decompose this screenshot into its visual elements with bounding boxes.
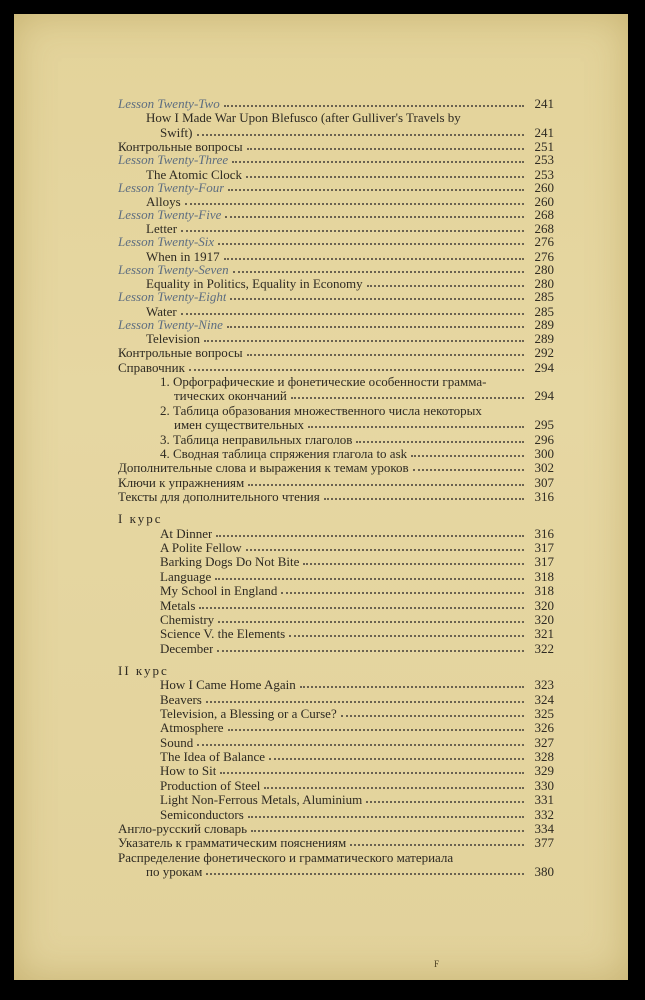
- dot-leader: [341, 715, 524, 717]
- dot-leader: [199, 607, 524, 609]
- dot-leader: [308, 426, 524, 428]
- toc-entry-page: 260: [534, 193, 554, 209]
- toc-entry-title: Тексты для дополнительного чтения: [118, 490, 320, 505]
- toc-entry: [118, 461, 554, 475]
- toc-entry: [118, 111, 554, 125]
- toc-entry-page: 296: [534, 431, 554, 447]
- dot-leader: [228, 189, 524, 191]
- toc-entry-title: Production of Steel: [160, 778, 261, 793]
- dot-leader: [264, 787, 524, 789]
- toc-entry-title: Swift): [160, 125, 193, 140]
- toc-entry-title: How I Came Home Again: [160, 678, 296, 693]
- dot-leader: [232, 161, 524, 163]
- dot-leader: [251, 830, 524, 832]
- toc-entry-page: 322: [534, 640, 554, 656]
- toc-entry-title: Lesson Twenty-Four: [118, 180, 225, 195]
- toc-entry: [118, 850, 554, 864]
- toc-entry: [118, 249, 554, 263]
- toc-entry: [118, 778, 554, 792]
- toc-entry: [118, 750, 554, 764]
- dot-leader: [248, 816, 524, 818]
- toc-entry-page: 324: [534, 691, 554, 707]
- dot-leader: [181, 313, 524, 315]
- toc-entry-title: Equality in Politics, Equality in Economy: [146, 277, 363, 292]
- toc-entry-title: 3. Таблица неправильных глаголов: [160, 432, 353, 447]
- dot-leader: [218, 243, 524, 245]
- toc-entry: [118, 291, 554, 304]
- toc-entry-title: 4. Сводная таблица спряжения глагола to ask: [160, 447, 408, 462]
- dot-leader: [215, 578, 524, 580]
- dot-leader: [289, 635, 524, 637]
- toc-entry-title: Television: [146, 331, 200, 346]
- dot-leader: [206, 873, 524, 875]
- toc-entry: [118, 236, 554, 249]
- table-of-contents: [118, 98, 554, 879]
- toc-entry: [118, 346, 554, 360]
- dot-leader: [303, 563, 524, 565]
- toc-entry-title: My School in England: [160, 584, 278, 599]
- dot-leader: [324, 498, 524, 500]
- toc-entry-page: 292: [534, 345, 554, 361]
- toc-entry-title: Контрольные вопросы: [118, 346, 243, 361]
- toc-entry-page: 316: [534, 489, 554, 505]
- toc-entry-title: December: [160, 641, 214, 656]
- toc-entry-page: 241: [534, 124, 554, 140]
- toc-entry-title: I курс: [118, 512, 163, 527]
- toc-entry-title: Alloys: [146, 194, 181, 209]
- toc-entry-title: 2. Таблица образования множественного числа некоторых: [160, 403, 482, 418]
- toc-entry-page: 285: [534, 289, 554, 305]
- toc-entry-title: по урокам: [146, 865, 203, 880]
- toc-entry: [118, 125, 554, 139]
- toc-entry: [118, 613, 554, 627]
- toc-entry: [118, 627, 554, 641]
- toc-entry: [118, 277, 554, 291]
- toc-entry-page: 328: [534, 749, 554, 765]
- dot-leader: [367, 285, 524, 287]
- dot-leader: [206, 701, 524, 703]
- toc-entry-title: Справочник: [118, 360, 185, 375]
- toc-entry: [118, 526, 554, 540]
- dot-leader: [350, 844, 524, 846]
- dot-leader: [197, 134, 525, 136]
- toc-entry-title: 1. Орфографические и фонетические особенности грамма-: [160, 375, 487, 390]
- dot-leader: [216, 535, 524, 537]
- toc-entry-page: 329: [534, 763, 554, 779]
- toc-entry-page: 294: [534, 359, 554, 375]
- toc-entry-title: Atmosphere: [160, 721, 224, 736]
- toc-entry: [118, 304, 554, 318]
- toc-entry-page: 253: [534, 166, 554, 182]
- dot-leader: [248, 484, 524, 486]
- toc-entry: [118, 475, 554, 489]
- dot-leader: [228, 729, 524, 731]
- toc-entry-title: тических окончаний: [174, 389, 287, 404]
- toc-entry: [118, 641, 554, 655]
- toc-entry-page: 276: [534, 248, 554, 264]
- toc-entry-title: Beavers: [160, 692, 202, 707]
- toc-entry: [118, 555, 554, 569]
- dot-leader: [356, 441, 524, 443]
- toc-entry: [118, 735, 554, 749]
- dot-leader: [366, 801, 524, 803]
- toc-entry-title: Распределение фонетического и грамматического материала: [118, 850, 454, 865]
- dot-leader: [204, 340, 524, 342]
- dot-leader: [247, 354, 524, 356]
- toc-entry-page: 289: [534, 316, 554, 332]
- toc-entry: [118, 140, 554, 154]
- toc-entry-page: 318: [534, 568, 554, 584]
- toc-entry: [118, 692, 554, 706]
- toc-entry-page: 285: [534, 303, 554, 319]
- toc-entry-title: Sound: [160, 735, 194, 750]
- toc-entry: [118, 764, 554, 778]
- toc-entry-title: Указатель к грамматическим пояснениям: [118, 836, 347, 851]
- toc-entry: [118, 432, 554, 446]
- toc-entry-page: 320: [534, 597, 554, 613]
- toc-entry-title: Light Non-Ferrous Metals, Aluminium: [160, 793, 363, 808]
- toc-entry-title: Lesson Twenty-Six: [118, 235, 215, 250]
- toc-entry-title: Англо-русский словарь: [118, 822, 248, 837]
- toc-entry: [118, 836, 554, 850]
- dot-leader: [189, 369, 524, 371]
- toc-entry-title: A Polite Fellow: [160, 540, 242, 555]
- dot-leader: [224, 105, 524, 107]
- toc-entry: [118, 195, 554, 209]
- toc-entry: [118, 403, 554, 417]
- toc-entry: [118, 375, 554, 389]
- toc-entry-page: 289: [534, 330, 554, 346]
- toc-entry-page: 317: [534, 554, 554, 570]
- toc-entry-title: Semiconductors: [160, 807, 244, 822]
- toc-entry-page: 330: [534, 777, 554, 793]
- dot-leader: [181, 230, 524, 232]
- toc-entry-title: Дополнительные слова и выражения к темам уроков: [118, 461, 409, 476]
- toc-entry-page: 327: [534, 734, 554, 750]
- toc-entry: [118, 261, 554, 277]
- toc-entry-page: 307: [534, 474, 554, 490]
- toc-entry: [118, 418, 554, 432]
- dot-leader: [269, 758, 524, 760]
- toc-entry: [118, 541, 554, 555]
- toc-entry-page: 334: [534, 821, 554, 837]
- toc-entry: [118, 98, 554, 111]
- toc-entry-title: At Dinner: [160, 526, 213, 541]
- toc-entry: [118, 678, 554, 692]
- toc-entry: [118, 598, 554, 612]
- toc-entry: [118, 222, 554, 236]
- dot-leader: [230, 298, 524, 300]
- toc-entry-page: 268: [534, 206, 554, 222]
- toc-entry-page: 253: [534, 152, 554, 168]
- toc-entry-title: Chemistry: [160, 612, 215, 627]
- toc-entry-title: Контрольные вопросы: [118, 140, 243, 155]
- toc-entry-page: 280: [534, 261, 554, 277]
- toc-entry: [118, 822, 554, 836]
- book-page: [14, 14, 628, 980]
- dot-leader: [197, 744, 524, 746]
- toc-entry-title: Science V. the Elements: [160, 627, 286, 642]
- dot-leader: [218, 621, 524, 623]
- dot-leader: [225, 216, 524, 218]
- toc-entry-page: 321: [534, 626, 554, 642]
- dot-leader: [291, 397, 524, 399]
- toc-entry-page: 318: [534, 583, 554, 599]
- toc-entry-page: 316: [534, 525, 554, 541]
- toc-entry-title: Metals: [160, 598, 196, 613]
- toc-entry-page: 251: [534, 139, 554, 155]
- toc-entry-page: 332: [534, 806, 554, 822]
- toc-entry-title: Lesson Twenty-Three: [118, 153, 229, 168]
- toc-entry: [118, 447, 554, 461]
- toc-entry-page: 380: [534, 864, 554, 880]
- toc-entry: [118, 569, 554, 583]
- toc-entry: [118, 584, 554, 598]
- dot-leader: [247, 148, 524, 150]
- dot-leader: [413, 469, 524, 471]
- toc-entry-page: 325: [534, 705, 554, 721]
- toc-entry-title: How to Sit: [160, 764, 217, 779]
- toc-entry-title: How I Made War Upon Blefusco (after Gulliver's Travels by: [146, 111, 461, 126]
- dot-leader: [227, 326, 524, 328]
- toc-entry: [118, 793, 554, 807]
- toc-entry-page: 320: [534, 611, 554, 627]
- toc-entry: [118, 490, 554, 504]
- dot-leader: [185, 203, 524, 205]
- toc-entry-page: 268: [534, 221, 554, 237]
- dot-leader: [217, 650, 524, 652]
- toc-entry-page: 276: [534, 234, 554, 250]
- toc-entry-title: имен существительных: [174, 418, 304, 433]
- toc-entry-title: Lesson Twenty-Eight: [118, 290, 227, 305]
- toc-entry-page: 326: [534, 720, 554, 736]
- footer-mark: F: [434, 959, 440, 969]
- toc-entry-title: When in 1917: [146, 249, 220, 264]
- toc-entry-title: II курс: [118, 663, 169, 678]
- toc-entry-page: 323: [534, 677, 554, 693]
- toc-entry: [118, 206, 554, 222]
- toc-entry-title: The Atomic Clock: [146, 167, 243, 182]
- toc-entry-title: Lesson Twenty-Nine: [118, 317, 223, 332]
- toc-entry: [118, 389, 554, 403]
- toc-entry-page: 300: [534, 446, 554, 462]
- toc-entry: [118, 332, 554, 346]
- toc-entry: [118, 316, 554, 332]
- toc-entry: [118, 807, 554, 821]
- toc-entry: [118, 656, 554, 678]
- dot-leader: [246, 549, 524, 551]
- toc-entry-title: Lesson Twenty-Two: [118, 97, 220, 111]
- toc-entry-title: Lesson Twenty-Seven: [118, 262, 229, 277]
- toc-entry-page: 294: [534, 388, 554, 404]
- toc-entry-page: 302: [534, 460, 554, 476]
- toc-entry-page: 331: [534, 792, 554, 808]
- toc-entry-title: Ключи к упражнениям: [118, 475, 245, 490]
- toc-entry-title: Language: [160, 569, 212, 584]
- toc-entry: [118, 167, 554, 181]
- toc-entry-page: 280: [534, 276, 554, 292]
- toc-entry: [118, 504, 554, 526]
- dot-leader: [281, 592, 524, 594]
- toc-entry-title: Barking Dogs Do Not Bite: [160, 555, 300, 570]
- toc-entry-title: Water: [146, 304, 177, 319]
- toc-entry-title: Television, a Blessing or a Curse?: [160, 706, 337, 721]
- dot-leader: [220, 772, 524, 774]
- toc-entry: [118, 707, 554, 721]
- dot-leader: [246, 176, 524, 178]
- toc-entry: [118, 865, 554, 879]
- toc-entry-page: 295: [534, 417, 554, 433]
- dot-leader: [300, 686, 524, 688]
- toc-entry: [118, 179, 554, 195]
- toc-entry: [118, 154, 554, 167]
- toc-entry-title: Letter: [146, 222, 178, 237]
- dot-leader: [224, 258, 524, 260]
- toc-entry-title: Lesson Twenty-Five: [118, 207, 222, 222]
- dot-leader: [411, 455, 524, 457]
- toc-entry-page: 260: [534, 179, 554, 195]
- toc-entry: [118, 721, 554, 735]
- dot-leader: [233, 271, 524, 273]
- toc-entry-page: 317: [534, 539, 554, 555]
- toc-entry: [118, 360, 554, 374]
- toc-entry-title: The Idea of Balance: [160, 750, 266, 765]
- toc-entry-page: 241: [534, 96, 554, 111]
- toc-entry-page: 377: [534, 835, 554, 851]
